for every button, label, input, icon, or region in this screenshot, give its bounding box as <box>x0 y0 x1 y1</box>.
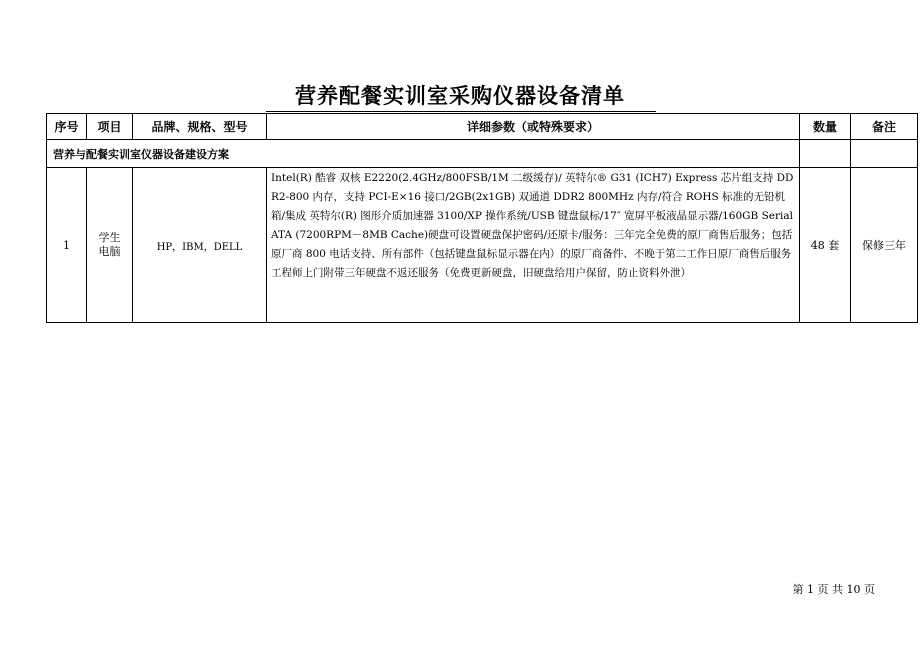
section-empty-cell <box>800 140 851 168</box>
cell-item <box>87 168 133 323</box>
section-label: 营养与配餐实训室仪器设备建设方案 <box>47 140 800 168</box>
header-brand: 品牌、规格、型号 <box>133 114 267 140</box>
cell-details: Intel(R) 酷睿 双核 E2220(2.4GHz/800FSB/1M 二级缓存)/ 英特尔® G31 (ICH7) Express 芯片组支持 DDR2-800 内存，支持 PCI-E×16 接口/2GB(2x1GB) 双通道 DDR2 800MHz 内存/符合 ROHS 标准的无铅机箱/集成 英特尔(R) 图形介质加速器 3100/XP 操作系统/USB 键盘鼠标/17″ 宽屏平板液晶显示器/160GB Serial ATA (7200RPM－8MB Cache)硬盘可设置硬盘保护密码/还原卡/服务：三年完全免费的原厂商售后服务；包括原厂商 800 电话支持、所有部件（包括键盘鼠标显示器在内）的原厂商备件、不晚于第二工作日原厂商售后服务工程师上门附带三年硬盘不返还服务（免费更新硬盘，旧硬盘给用户保留，防止资料外泄） <box>267 168 800 323</box>
cell-quantity: 48 套 <box>800 168 851 323</box>
cell-brand: HP，IBM，DELL <box>133 168 267 323</box>
page-title: 营养配餐实训室采购仪器设备清单 <box>295 84 625 108</box>
cell-seq: 1 <box>47 168 87 323</box>
header-remark: 备注 <box>851 114 918 140</box>
header-item: 项目 <box>87 114 133 140</box>
header-details: 详细参数（或特殊要求） <box>267 114 800 140</box>
cell-item-text: 学生电脑 <box>98 231 121 258</box>
table-header-row <box>47 114 918 140</box>
cell-remark: 保修三年 <box>851 168 918 323</box>
header-quantity: 数量 <box>800 114 851 140</box>
section-row <box>47 140 918 168</box>
title-underline <box>266 111 656 112</box>
page-footer: 第 1 页 共 10 页 <box>792 583 875 596</box>
section-empty-cell <box>851 140 918 168</box>
equipment-table <box>46 113 918 323</box>
table-row <box>47 168 918 323</box>
header-seq: 序号 <box>47 114 87 140</box>
